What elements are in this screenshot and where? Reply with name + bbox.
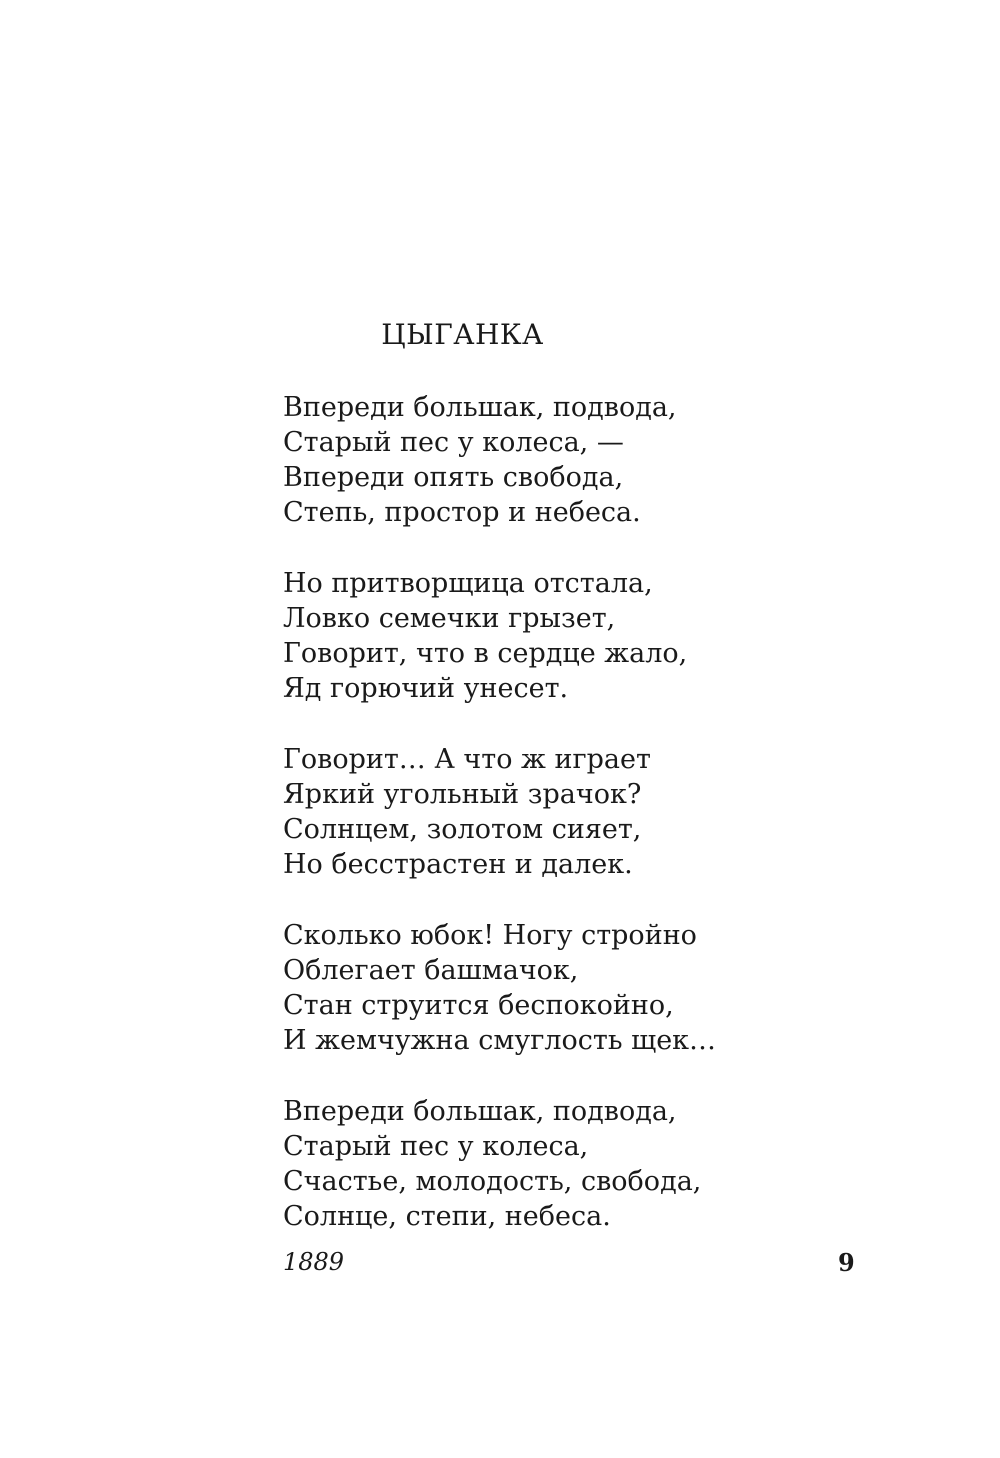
poem-line: Яд горючий унесет. bbox=[283, 673, 569, 704]
poem-body bbox=[283, 390, 933, 1270]
poem-line: Яркий угольный зрачок? bbox=[283, 779, 642, 810]
poem-line: Говорит… А что ж играет bbox=[283, 744, 651, 775]
stanza bbox=[283, 742, 933, 882]
poem-line: Солнце, степи, небеса. bbox=[283, 1201, 611, 1232]
poem-line: Счастье, молодость, свобода, bbox=[283, 1166, 702, 1197]
stanza bbox=[283, 390, 933, 530]
poem-line: Солнцем, золотом сияет, bbox=[283, 814, 642, 845]
poem-line: Впереди большак, подвода, bbox=[283, 1096, 677, 1127]
poem-line: Ловко семечки грызет, bbox=[283, 603, 616, 634]
page-number: 9 bbox=[838, 1248, 855, 1277]
poem-line: Впереди большак, подвода, bbox=[283, 392, 677, 423]
poem-line: Говорит, что в сердце жало, bbox=[283, 638, 688, 669]
poem-line: Стан струится беспокойно, bbox=[283, 990, 674, 1021]
poem-title: ЦЫГАНКА bbox=[381, 318, 544, 351]
poem-line: Но бесстрастен и далек. bbox=[283, 849, 633, 880]
poem-line: Старый пес у колеса, — bbox=[283, 427, 624, 458]
poem-year: 1889 bbox=[283, 1248, 345, 1276]
poem-line: Старый пес у колеса, bbox=[283, 1131, 589, 1162]
poem-line: Впереди опять свобода, bbox=[283, 462, 624, 493]
poem-line: Облегает башмачок, bbox=[283, 955, 579, 986]
stanza bbox=[283, 918, 933, 1058]
poem-line: Степь, простор и небеса. bbox=[283, 497, 641, 528]
stanza bbox=[283, 1094, 933, 1234]
poem-line: И жемчужна смуглость щек… bbox=[283, 1025, 717, 1056]
poem-line: Но притворщица отстала, bbox=[283, 568, 653, 599]
stanza bbox=[283, 566, 933, 706]
poem-line: Сколько юбок! Ногу стройно bbox=[283, 920, 697, 951]
